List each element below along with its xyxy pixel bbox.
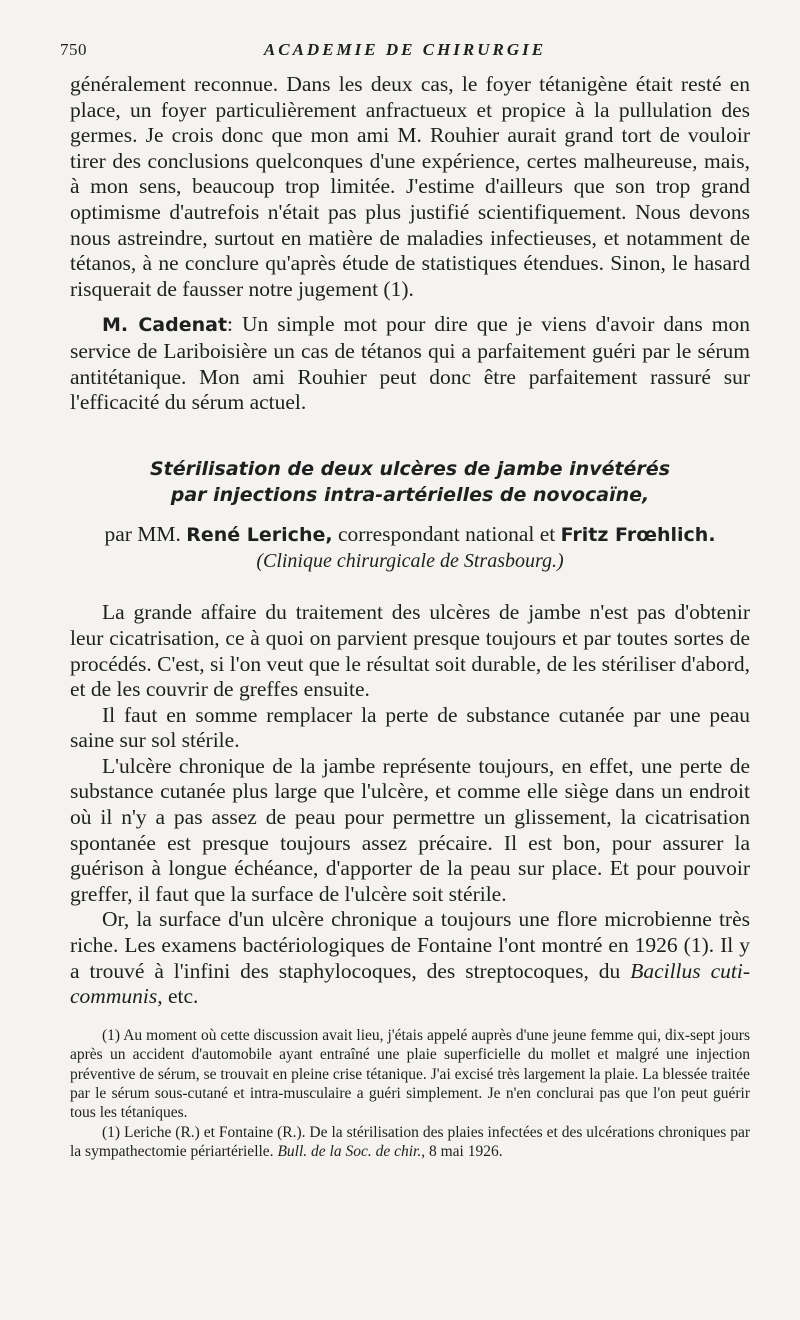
title-line-1: Stérilisation de deux ulcères de jambe invétérés: [149, 457, 670, 480]
title-line-2: par injections intra-artérielles de novocaïne,: [170, 483, 650, 506]
author-leriche: René Leriche,: [186, 523, 333, 546]
fn2-end: , 8 mai 1926.: [421, 1143, 503, 1161]
clinic-affiliation: (Clinique chirurgicale de Strasbourg.): [256, 550, 564, 573]
article-authors: [70, 522, 750, 549]
footnote-1: (1) Au moment où cette discussion avait lieu, j'étais appelé auprès d'une jeune femme qui, dix-sept jours après un accident d'automobile ayant entraîné une plaie superficielle du mollet et malgré une injection préventive de sérum, se trouvait en pleine crise tétanique. J'ai excisé très largement la plaie. La blessée traitée par le sérum sous-cutané et intra-musculaire a guéri simplement. Je n'en conclurai pas que l'on peut guérir tous les tétaniques.: [70, 1026, 750, 1122]
article-paragraph: L'ulcère chronique de la jambe représente toujours, en effet, une perte de substance cutanée plus large que l'ulcère, et comme elle siège dans un endroit où il n'y a pas assez de peau pour permettre un glissement, la cicatrisation spontanée est presque toujours assez précaire. Il est bon, pour assurer la guérison à longue échéance, d'apporter de la peau sur place. Et pour pouvoir greffer, il faut que la surface de l'ulcère soit stérile.: [70, 753, 750, 906]
article-title: [70, 456, 750, 508]
continuation-paragraph: généralement reconnue. Dans les deux cas, le foyer tétanigène était resté en place, un foyer particulièrement anfractueux et propice à la pullulation des germes. Je crois donc que mon ami M. Rouhier aurait grand tort de vouloir tirer des conclusions quelconques d'une expérience, certes malheureuse, mais, à mon sens, beaucoup trop limitée. J'estime d'ailleurs que son trop grand optimisme d'autrefois n'était pas plus justifié scientifiquement. Nous devons nous astreindre, surtout en matière de maladies infectieuses, et notamment de tétanos, à ne conclure qu'après étude de statistiques étendues. Sinon, le hasard risquerait de fausser notre jugement (1).: [70, 72, 750, 301]
author-froehlich: Fritz Frœhlich.: [560, 523, 716, 546]
article-body: [70, 600, 750, 1010]
page-number: 750: [60, 40, 87, 59]
article-paragraph: [70, 907, 750, 1009]
running-title: ACADEMIE DE CHIRURGIE: [263, 40, 547, 59]
bacillus-name: Bacillus cuti-communis: [70, 958, 750, 1009]
footnotes: [70, 1026, 750, 1162]
main-text: [70, 72, 750, 1162]
speaker-name: M. Cadenat: [102, 314, 228, 337]
p4-end: , etc.: [157, 984, 199, 1009]
authors-middle: correspondant national et: [337, 521, 556, 546]
article-paragraph: Il faut en somme remplacer la perte de substance cutanée par une peau saine sur sol stérile.: [70, 702, 750, 753]
authors-prefix: par MM.: [104, 521, 181, 546]
article-paragraph: La grande affaire du traitement des ulcères de jambe n'est pas d'obtenir leur cicatrisation, ce à quoi on parvient presque toujours et par toutes sortes de procédés. C'est, si l'on veut que le résultat soit durable, de les stériliser d'abord, et de les couvrir de greffes ensuite.: [70, 600, 750, 702]
p4-start: Or, la surface d'un ulcère chronique a toujours une flore microbienne très riche. Les examens bactériologiques de Fontaine l'ont montré en 1926 (1). Il y a trouvé à l'infini des staphylocoques, des streptocoques, du: [70, 907, 750, 983]
page-header: [60, 40, 750, 66]
cadenat-text: : Un simple mot pour dire que je viens d'avoir dans mon service de Lariboisière un cas de tétanos qui a parfaitement guéri par le sérum antitétanique. Mon ami Rouhier peut donc être parfaitement rassuré sur l'efficacité du sérum actuel.: [70, 312, 750, 415]
fn2-start: (1) Leriche (R.) et Fontaine (R.). De la stérilisation des plaies infectées et des ulcérations chroniques par la sympathectomie périartérielle.: [70, 1123, 750, 1161]
footnote-2: [70, 1123, 750, 1162]
cadenat-paragraph: [70, 312, 750, 415]
fn2-journal: Bull. de la Soc. de chir.: [277, 1143, 422, 1161]
